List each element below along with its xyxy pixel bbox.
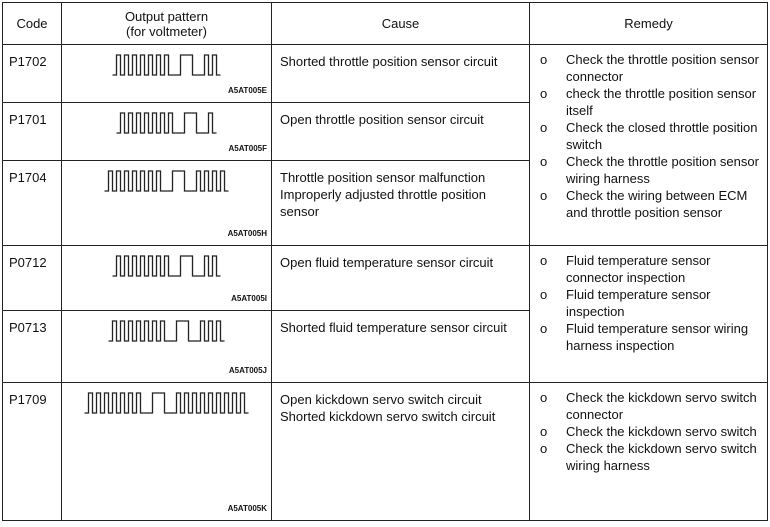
figure-label: A5AT005I [231, 294, 267, 303]
code-cell: P0713 [3, 311, 62, 383]
bullet: o [540, 441, 548, 456]
waveform [62, 167, 271, 197]
bullet: o [540, 390, 548, 405]
code-cell: P1709 [3, 383, 62, 521]
cause-text: Shorted kickdown servo switch circuit [280, 409, 496, 424]
output-pattern-cell [62, 161, 272, 246]
bullet: o [540, 86, 548, 101]
cause-text: Improperly adjusted throttle position sensor [280, 187, 486, 219]
remedy-item [540, 252, 761, 286]
header-pattern: Output pattern (for voltmeter) [62, 3, 272, 45]
remedy-text: Check the wiring between ECM and throttle position sensor [566, 188, 748, 220]
bullet: o [540, 154, 548, 169]
cause-text: Shorted throttle position sensor circuit [280, 54, 498, 69]
remedy-text: Check the kickdown servo switch [566, 424, 757, 439]
bullet: o [540, 424, 548, 439]
waveform [62, 51, 271, 81]
remedy-text: Fluid temperature sensor wiring harness inspection [566, 321, 749, 353]
remedy-text: Fluid temperature sensor connector inspection [566, 253, 711, 285]
output-pattern-cell [62, 246, 272, 311]
waveform [62, 389, 271, 419]
cause-text: Open fluid temperature sensor circuit [280, 255, 494, 270]
table-row [3, 45, 768, 103]
code-cell: P0712 [3, 246, 62, 311]
bullet: o [540, 287, 548, 302]
cause-cell [272, 383, 530, 521]
table-row [3, 383, 768, 521]
remedy-item [540, 286, 761, 320]
remedy-cell [530, 45, 768, 246]
cause-cell [272, 161, 530, 246]
remedy-text: Check the kickdown servo switch connector [566, 390, 757, 422]
waveform [62, 109, 271, 139]
table-row [3, 246, 768, 311]
header-code: Code [3, 3, 62, 45]
cause-text: Shorted fluid temperature sensor circuit [280, 320, 507, 335]
figure-label: A5AT005K [227, 504, 267, 513]
remedy-text: Check the throttle position sensor wiring harness [566, 154, 759, 186]
output-pattern-cell [62, 383, 272, 521]
bullet: o [540, 52, 548, 67]
figure-label: A5AT005J [228, 366, 267, 375]
bullet: o [540, 188, 548, 203]
cause-cell [272, 45, 530, 103]
code-cell: P1701 [3, 103, 62, 161]
bullet: o [540, 321, 548, 336]
remedy-item [540, 119, 761, 153]
remedy-cell [530, 383, 768, 521]
bullet: o [540, 120, 548, 135]
diagnostic-code-table [2, 2, 768, 521]
remedy-text: Fluid temperature sensor inspection [566, 287, 711, 319]
waveform [62, 317, 271, 347]
output-pattern-cell [62, 103, 272, 161]
remedy-item [540, 320, 761, 354]
output-pattern-cell [62, 311, 272, 383]
remedy-item [540, 85, 761, 119]
header-cause: Cause [272, 3, 530, 45]
remedy-item [540, 153, 761, 187]
waveform [62, 252, 271, 282]
remedy-text: Check the throttle position sensor connector [566, 52, 759, 84]
remedy-text: check the throttle position sensor itself [566, 86, 757, 118]
remedy-text: Check the closed throttle position switch [566, 120, 758, 152]
remedy-item [540, 440, 761, 474]
cause-text: Open throttle position sensor circuit [280, 112, 484, 127]
cause-text: Open kickdown servo switch circuit [280, 392, 482, 407]
remedy-text: Check the kickdown servo switch wiring harness [566, 441, 757, 473]
cause-cell [272, 246, 530, 311]
bullet: o [540, 253, 548, 268]
code-cell: P1702 [3, 45, 62, 103]
code-cell: P1704 [3, 161, 62, 246]
output-pattern-cell [62, 45, 272, 103]
figure-label: A5AT005F [228, 144, 267, 153]
remedy-cell [530, 246, 768, 383]
cause-text: Throttle position sensor malfunction [280, 170, 486, 185]
remedy-item [540, 51, 761, 85]
remedy-item [540, 187, 761, 221]
remedy-item [540, 389, 761, 423]
remedy-item [540, 423, 761, 440]
figure-label: A5AT005H [227, 229, 267, 238]
figure-label: A5AT005E [228, 86, 267, 95]
cause-cell [272, 103, 530, 161]
header-remedy: Remedy [530, 3, 768, 45]
cause-cell [272, 311, 530, 383]
